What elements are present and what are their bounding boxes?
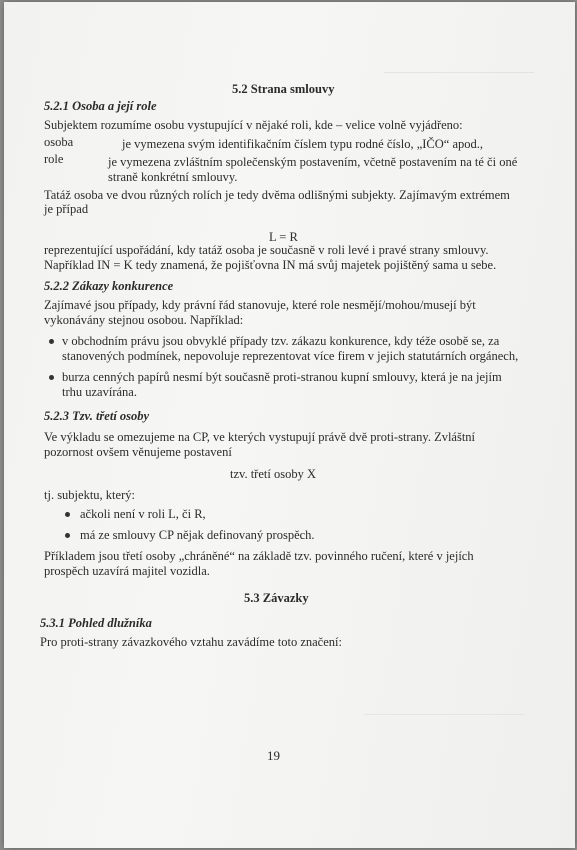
section-title-5-3: 5.3 Závazky [244,591,309,605]
heading-5-2-1: 5.2.1 Osoba a její role [44,99,157,113]
term-label: role [44,152,64,166]
formula: tzv. třetí osoby X [230,467,316,481]
list-item: v obchodním právu jsou obvyklé případy tzv. zákazu konkurence, kdy téže osobě se, za [62,334,500,348]
show-through-mark [384,72,534,83]
list-item: burza cenných papírů nesmí být současně proti-stranou kupní smlouvy, která je na jejím [62,370,502,384]
paragraph: je případ [44,202,89,216]
list-item: ačkoli není v roli L, či R, [80,507,206,521]
paragraph: tj. subjektu, který: [44,488,135,502]
list-item: trhu uzavírána. [62,385,137,399]
show-through-mark [364,714,524,725]
paragraph: pozornost ovšem věnujeme postavení [44,445,232,459]
page-number: 19 [267,748,280,763]
document-page [4,2,575,848]
paragraph: reprezentující uspořádání, kdy tatáž osoba je současně v roli levé i pravé strany smlouvy. [44,243,489,257]
paragraph: prospěch uzavírá majitel vozidla. [44,564,210,578]
paragraph: Zajímavé jsou případy, kdy právní řád stanovuje, které role nesmějí/mohou/musejí být [44,298,476,312]
bullet [65,533,70,538]
term-label: osoba [44,135,74,149]
bullet [49,339,54,344]
paragraph: Pro proti-strany závazkového vztahu zavádíme toto značení: [40,635,342,649]
heading-5-3-1: 5.3.1 Pohled dlužníka [40,616,152,630]
bullet [65,512,70,517]
term-definition: straně konkrétní smlouvy. [108,170,238,184]
term-definition: je vymezena svým identifikačním číslem typu rodné číslo, „IČO“ apod., [122,137,484,151]
paragraph: vykonávány stejnou osobou. Například: [44,313,244,327]
paragraph: Například IN = K tedy znamená, že pojišťovna IN má svůj majetek pojištěný sama u sebe. [44,258,497,272]
paragraph: Subjektem rozumíme osobu vystupující v nějaké roli, kde – velice volně vyjádřeno: [44,118,463,132]
term-definition: je vymezena zvláštním společenským postavením, včetně postavením na té či oné [108,155,518,169]
paragraph: Tatáž osoba ve dvou různých rolích je tedy dvěma odlišnými subjekty. Zajímavým extrémem [44,188,510,202]
heading-5-2-2: 5.2.2 Zákazy konkurence [44,279,174,293]
list-item: má ze smlouvy CP nějak definovaný prospěch. [80,528,315,542]
heading-5-2-3: 5.2.3 Tzv. třetí osoby [44,409,150,423]
formula: L = R [269,230,298,244]
paragraph: Ve výkladu se omezujeme na CP, ve kterých vystupují právě dvě proti-strany. Zvláštní [44,430,476,444]
section-title-5-2: 5.2 Strana smlouvy [232,82,335,96]
bullet [49,375,54,380]
paragraph: Příkladem jsou třetí osoby „chráněné“ na základě tzv. povinného ručení, které v jejích [44,549,474,563]
list-item: stanovených podmínek, nepovoluje reprezentovat více firem v jejich statutárních orgánech, [62,349,519,363]
